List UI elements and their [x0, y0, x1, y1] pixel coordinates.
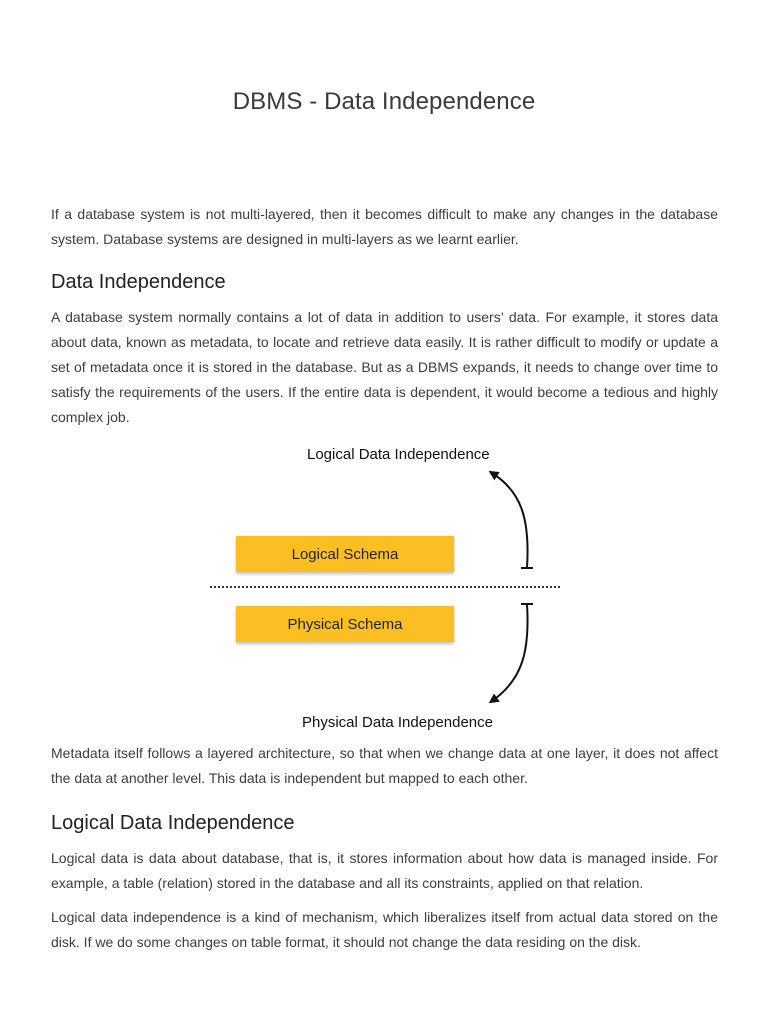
- intro-paragraph: If a database system is not multi-layered, then it becomes difficult to make any changes in the database system. Database systems are designed in multi-layers as we learnt earlier.: [51, 206, 718, 247]
- data-independence-diagram: [200, 440, 580, 740]
- arrows-svg: [200, 440, 580, 740]
- logical-data-independence-paragraph: Logical data independence is a kind of mechanism, which liberalizes itself from actual data stored on the disk. If we do some changes on table format, it should not change the data residing on the disk.: [51, 909, 718, 950]
- section-heading-logical-data-independence: Logical Data Independence: [51, 812, 295, 834]
- metadata-paragraph: Metadata itself follows a layered architecture, so that when we change data at one layer, it does not affect the data at another level. This data is independent but mapped to each other.: [51, 745, 718, 786]
- data-independence-paragraph: A database system normally contains a lot of data in addition to users’ data. For example, it stores data about data, known as metadata, to locate and retrieve data easily. It is rather difficult to modify or update a set of metadata once it is stored in the database. But as a DBMS expands, it needs to change over time to satisfy the requirements of the users. If the entire data is dependent, it would become a tedious and highly complex job.: [51, 309, 718, 425]
- physical-data-independence-label: Physical Data Independence: [302, 714, 493, 731]
- logical-schema-box: Logical Schema: [236, 536, 454, 572]
- down-arrow: [492, 604, 528, 701]
- layer-divider: [210, 586, 560, 588]
- physical-schema-box: Physical Schema: [236, 606, 454, 642]
- up-arrow: [492, 473, 528, 568]
- logical-data-independence-label: Logical Data Independence: [307, 446, 490, 463]
- logical-data-paragraph: Logical data is data about database, that is, it stores information about how data is managed inside. For example, a table (relation) stored in the database and all its constraints, applied on that relation.: [51, 850, 718, 891]
- page-title: DBMS - Data Independence: [232, 88, 536, 115]
- section-heading-data-independence: Data Independence: [51, 271, 226, 293]
